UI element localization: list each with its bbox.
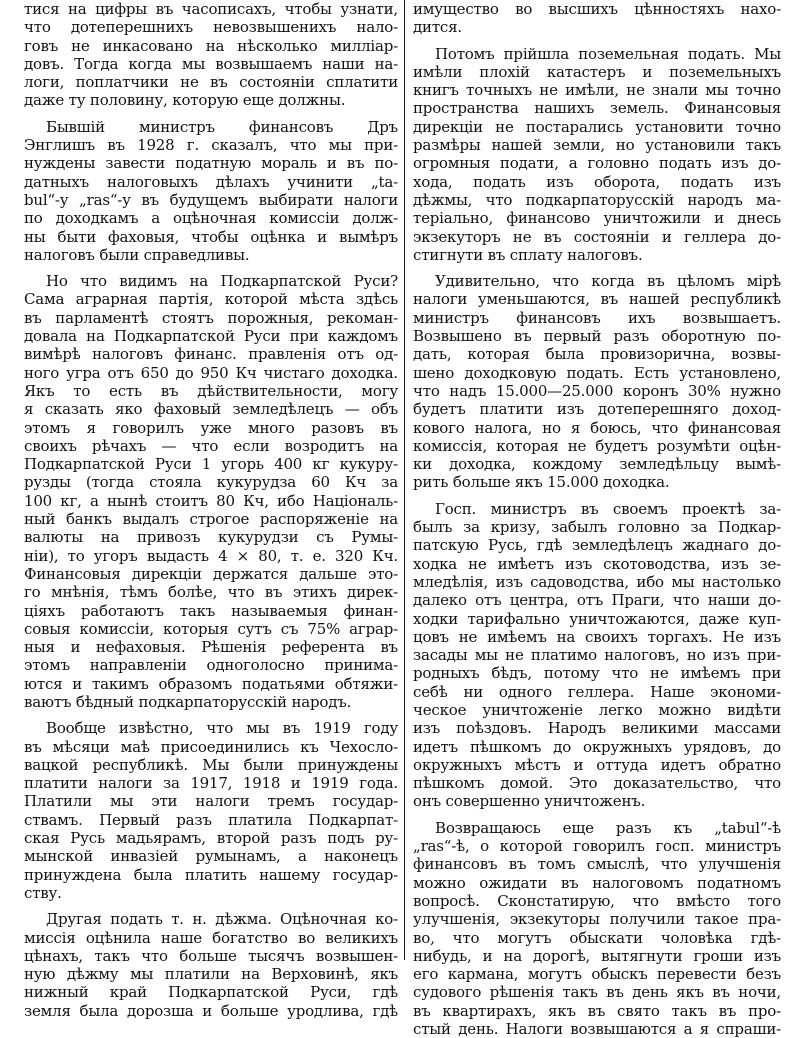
text-line: датныхъ налоговыхъ дѣлахъ учинити „ta- xyxy=(24,172,398,191)
text-line: улучшенія, экзекуторы получили такое пра- xyxy=(413,910,781,929)
text-line: ская Русь мадьярамъ, второй разъ подъ ру- xyxy=(24,829,398,848)
paragraph-gap xyxy=(24,902,398,910)
paragraph-gap xyxy=(413,811,781,819)
text-line: Потомъ прійшла поземельная подать. Мы xyxy=(435,44,781,63)
text-line: теріально, финансово уничтожили и днесь xyxy=(413,209,781,228)
text-line: Подкарпатской Руси 1 угорь 400 кг кукуру- xyxy=(24,455,398,474)
text-line: платити налоги за 1917, 1918 и 1919 года. xyxy=(24,774,398,793)
text-line: своихъ рѣчахъ — что если возродитъ на xyxy=(24,436,398,455)
text-line: Возвышено въ первый разъ оборотную по- xyxy=(413,327,781,346)
text-line: изъ поѣздовъ. Народъ великими массами xyxy=(413,719,781,738)
text-line: размѣры нашей земли, но установили такъ xyxy=(413,136,781,155)
text-line: во, что могутъ обыскати чоловѣка гдѣ- xyxy=(413,928,781,947)
text-line: ніи), то угоръ выдасть 4 × 80, т. е. 320 Кч. xyxy=(24,546,398,565)
text-line: „ras“-ѣ, о которой говорилъ госп. министръ xyxy=(413,837,781,856)
text-line: Другая подать т. н. дѣжма. Оцѣночная ко- xyxy=(46,910,398,929)
text-line: довъ. Тогда когда мы возвышаемъ наши на- xyxy=(24,54,398,73)
text-line: Удивительно, что когда въ цѣломъ мірѣ xyxy=(435,272,781,291)
paragraph-gap xyxy=(24,711,398,719)
text-line: можно ожидати въ налоговомъ податномъ xyxy=(413,873,781,892)
text-line: земля была дорозша и больше уродлива, гдѣ xyxy=(24,1001,398,1020)
text-line: довала на Подкарпатской Руси при каждомъ xyxy=(24,327,398,346)
text-line: въ квартирахъ, якъ въ свято такъ въ про- xyxy=(413,1001,781,1020)
left-text-column xyxy=(24,0,398,1020)
text-line: миссія оцѣнила наше богатство во великихъ xyxy=(24,928,398,947)
paragraph-gap xyxy=(413,492,781,500)
text-line: что надъ 15.000—25.000 коронъ 30% нужно xyxy=(413,381,781,400)
text-line: этомъ направленіи одноголосно принима- xyxy=(24,656,398,675)
text-line: Вообще извѣстно, что мы въ 1919 году xyxy=(46,719,398,738)
text-line: Якъ то есть въ дѣйствительности, могу xyxy=(24,381,398,400)
text-line: цовъ не имѣемъ на своихъ торгахъ. Не изъ xyxy=(413,627,781,646)
text-line: нуждены завести податную мораль и въ по- xyxy=(24,154,398,173)
text-line: шено доходковую подать. Есть установлено, xyxy=(413,363,781,382)
text-line: ческое уничтоженіе легко можно видѣти xyxy=(413,700,781,719)
paragraph xyxy=(24,0,398,110)
text-line: былъ за кризу, забылъ головно за Подкар- xyxy=(413,518,781,537)
text-line: рузды (тогда стояла кукурудза 60 Кч за xyxy=(24,473,398,492)
text-line: экзекуторъ не въ состояніи и геллера до- xyxy=(413,227,781,246)
text-line: ствамъ. Первый разъ платила Подкарпат- xyxy=(24,810,398,829)
paragraph xyxy=(413,0,781,37)
text-line: дирекціи не постарались установити точно xyxy=(413,117,781,136)
text-line: валюты на привозъ кукурудзи съ Румы- xyxy=(24,528,398,547)
text-line: имущество во высшихъ цѣнностяхъ нахо- xyxy=(413,0,781,18)
text-line: себѣ ни одного геллера. Наше экономи- xyxy=(413,682,781,701)
text-line: ный банкъ выдалъ строгое распоряженіе на xyxy=(24,510,398,529)
paragraph xyxy=(413,45,781,265)
text-line: Платили мы эти налоги тремъ государ- xyxy=(24,792,398,811)
text-line: Финансовыя дирекціи держатся дальше это- xyxy=(24,564,398,583)
text-line: рить больше якъ 15.000 доходка. xyxy=(413,473,670,492)
text-line: въ мѣсяци маѣ присоединились къ Чехосло- xyxy=(24,737,398,756)
text-line: пѣшкомъ домой. Это доказательство, что xyxy=(413,774,781,793)
paragraph xyxy=(413,272,781,492)
text-line: кового налога, но я боюсь, что финансовая xyxy=(413,418,781,437)
text-line: что дотеперешнихъ невозвышенихъ нало- xyxy=(24,18,398,37)
paragraph xyxy=(413,819,781,1038)
text-line: въ парламентѣ стоятъ порожныя, рекоман- xyxy=(24,308,398,327)
text-line: дится. xyxy=(413,18,462,37)
text-line: комиссія, которая не будетъ розумѣти оцѣн- xyxy=(413,436,781,455)
text-line: ходка не имѣетъ изъ скотоводства, изъ зе- xyxy=(413,554,781,573)
text-line: тися на цифры въ часописахъ, чтобы узнати, xyxy=(24,0,398,18)
text-line: совыя комиссіи, которыя сутъ съ 75% аграр- xyxy=(24,619,398,638)
text-line: министръ финансовъ ихъ возвышаетъ. xyxy=(413,308,781,327)
column-divider xyxy=(404,0,405,960)
paragraph-gap xyxy=(413,37,781,45)
text-line: налоговъ были справедливы. xyxy=(24,245,250,264)
text-line: ны быти фаховыя, чтобы оцѣнка и вымѣръ xyxy=(24,227,398,246)
paragraph xyxy=(24,272,398,711)
text-line: Сама аграрная партія, которой мѣста здѣсь xyxy=(24,290,398,309)
text-line: родныхъ бѣдъ, потому что не имѣемъ при xyxy=(413,664,781,683)
text-line: ки доходка, кождому земледѣльцу вымѣ- xyxy=(413,455,781,474)
text-line: дать, которая была провизорична, возвы- xyxy=(413,345,781,364)
paragraph-gap xyxy=(413,264,781,272)
text-line: ству. xyxy=(24,883,62,902)
text-line: ныя и нефаховыя. Рѣшенія референта въ xyxy=(24,638,398,657)
text-line: дѣжмы, что подкарпаторусскій народъ ма- xyxy=(413,190,781,209)
text-line: вимѣрѣ налоговъ финанс. правленія отъ од- xyxy=(24,345,398,364)
text-line: стый день. Налоги возвышаются а я спраши- xyxy=(413,1020,781,1038)
text-line: имѣли плохій катастеръ и поземельныхъ xyxy=(413,62,781,81)
paragraph-gap xyxy=(24,110,398,118)
text-line: вацкой республикѣ. Мы были принуждены xyxy=(24,755,398,774)
text-line: я сказать яко фаховый земледѣлецъ — объ xyxy=(24,400,398,419)
text-line: хода, подать изъ оборота, подать изъ xyxy=(413,172,781,191)
text-line: патскую Русь, гдѣ земледѣлецъ жаднаго до- xyxy=(413,536,781,555)
text-line: ную дѣжму мы платили на Верховинѣ, якъ xyxy=(24,965,398,984)
text-line: мледѣлія, изъ садоводства, ибо мы настолько xyxy=(413,572,781,591)
text-line: судового рѣшенія такъ въ день якъ въ ночи, xyxy=(413,983,781,1002)
text-line: Но что видимъ на Подкарпатской Руси? xyxy=(46,272,398,291)
text-line: засады мы не платимо налоговъ, но изъ при- xyxy=(413,646,781,665)
text-line: по доходкамъ а оцѣночная комиссіи долж- xyxy=(24,209,398,228)
text-line: говъ не инкасовано на нѣсколько милліар- xyxy=(24,36,398,55)
text-line: идетъ пѣшкомъ до окружныхъ урядовъ, до xyxy=(413,737,781,756)
paragraph xyxy=(413,500,781,811)
text-line: огромныя подати, а головно подать изъ до- xyxy=(413,154,781,173)
text-line: ціяхъ работаютъ такъ называемыя финан- xyxy=(24,601,398,620)
text-line: ются и такимъ образомъ податьями обтяжи- xyxy=(24,674,398,693)
text-line: го мнѣнія, тѣмъ болѣе, что въ этихъ дирек- xyxy=(24,583,398,602)
text-line: вопросѣ. Сконстатирую, что вмѣсто того xyxy=(413,891,781,910)
text-line: окружныхъ мѣстъ и оттуда идетъ обратно xyxy=(413,755,781,774)
text-line: Энглишъ въ 1928 г. сказалъ, что мы при- xyxy=(24,136,398,155)
text-line: bul“-у „ras“-у въ будущемъ выбирати налоги xyxy=(24,190,398,209)
text-line: даже ту половину, которую еще должны. xyxy=(24,91,346,110)
text-line: принуждена была платить нашему государ- xyxy=(24,865,398,884)
paragraph-gap xyxy=(24,264,398,272)
text-line: нибудь, и на дорогѣ, вытягнути гроши изъ xyxy=(413,946,781,965)
paragraph xyxy=(24,719,398,902)
text-line: этомъ я говорилъ уже много разовъ въ xyxy=(24,418,398,437)
text-line: ного угра отъ 650 до 950 Кч чистаго доходка. xyxy=(24,363,398,382)
text-line: мынской инвазіей румынамъ, а наконецъ xyxy=(24,847,398,866)
text-line: финансовъ въ томъ смыслѣ, что улучшенія xyxy=(413,855,781,874)
text-line: Бывшій министръ финансовъ Дръ xyxy=(46,117,398,136)
text-line: ходки тарифально уничтожаются, даже куп- xyxy=(413,609,781,628)
text-line: будетъ платити изъ дотеперешняго доход- xyxy=(413,400,781,419)
text-line: логи, поплатчики не въ состояніи сплатити xyxy=(24,73,398,92)
text-line: далеко отъ центра, отъ Праги, что наши до- xyxy=(413,591,781,610)
text-line: Госп. министръ въ своемъ проектѣ за- xyxy=(435,499,781,518)
text-line: Возвращаюсь еще разъ къ „tabul“-ѣ xyxy=(435,818,781,837)
text-line: нижный край Подкарпатской Руси, гдѣ xyxy=(24,983,398,1002)
right-text-column xyxy=(413,0,781,1038)
text-line: онъ совершенно уничтоженъ. xyxy=(413,792,646,811)
paragraph xyxy=(24,118,398,264)
text-line: цѣнахъ, такъ что больше тысячъ возвышен- xyxy=(24,946,398,965)
text-line: 100 кг, а нынѣ стоитъ 80 Кч, ибо Національ- xyxy=(24,491,398,510)
paragraph xyxy=(24,910,398,1020)
text-line: его кармана, могутъ обыскъ перевести безъ xyxy=(413,965,781,984)
text-line: пространства нашихъ земель. Финансовыя xyxy=(413,99,781,118)
text-line: книгъ точныхъ не имѣли, не знали мы точно xyxy=(413,81,781,100)
text-line: налоги уменьшаются, въ нашей республикѣ xyxy=(413,290,781,309)
text-line: ваютъ бѣдный подкарпаторусскій народъ. xyxy=(24,692,352,711)
text-line: стигнути въ сплату налоговъ. xyxy=(413,245,643,264)
